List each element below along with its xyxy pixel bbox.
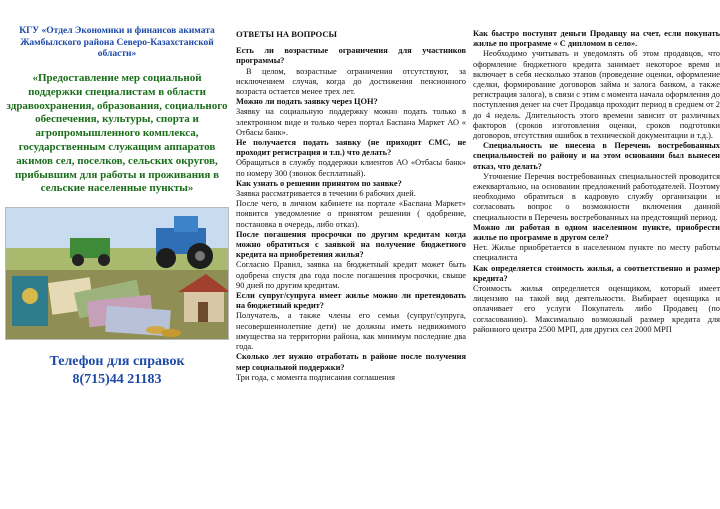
- brochure-headline: «Предоставление мер социальной поддержки специалистам в области здравоохранения, образования, социального обеспечения, культуры, спорта и агропромышленного комплекса, государственным служащим аппаратов акимов сел, поселков, сельских округов, прибывшим для работы и проживания в сельские населенные пункты»: [6, 72, 228, 195]
- faq-question: Не получается подать заявку (не приходит СМС, не проходит регистрация и т.п.) что делать?: [236, 138, 466, 158]
- faq-answer: Согласно Правил, заявка на бюджетный кредит может быть одобрена спустя два года после погашения просрочки, свыше 90 дней по другим кредитам.: [236, 260, 466, 290]
- left-panel: [0, 0, 233, 509]
- organization-name: КГУ «Отдел Экономики и финансов акимата Жамбылского района Северо-Казахстанской области»: [19, 26, 215, 59]
- faq-column-right: [473, 29, 720, 509]
- faq-question: Сколько лет нужно отработать в районе после получения мер социальной поддержки?: [236, 352, 466, 372]
- faq-question: После погашения просрочки по другим кредитам когда можно обратиться с заявкой на получение бюджетного кредита на приобретения жилья?: [236, 229, 466, 260]
- faq-answer: Нет. Жилье приобретается в населенном пункте по месту работы специалиста: [473, 243, 720, 263]
- faq-answer: Заявку на социальную поддержку можно подать только в электронном виде и только через портал Баспана Маркет АО « Отбасы банк».: [236, 107, 466, 137]
- faq-column-middle: [236, 29, 466, 509]
- faq-question: Как быстро поступят деньги Продавцу на счет, если покупать жилье по программе « С дипломом в село».: [473, 29, 720, 49]
- faq-question: Специальность не внесена в Перечень востребованных специальностей по району и на этом основании был вынесен отказ, что делать?: [473, 141, 720, 171]
- faq-question: Можно ли подать заявку через ЦОН?: [236, 97, 378, 107]
- faq-answer: Уточнение Перечня востребованных специальностей проводится ежеквартально, на основании предложений работодателей. Поэтому необходимо обратиться в кадровую службу организации и согласовать вопрос о возможности включения данной специальности в Перечень востребованных на предстоящий период.: [473, 171, 720, 222]
- faq-answer: Три года, с момента подписания соглашения: [236, 372, 395, 382]
- faq-answer: Стоимость жилья определяется оценщиком, который имеет лицензию на такой вид деятельности. Выбирает оценщика и оплачивает его услуги Покупатель либо Продавец (по согласованию). Максимально возможный размер кредита для районного центра 2500 МРП, для других сел 2000 МРП: [473, 284, 720, 334]
- phone-number: 8(715)44 21183: [72, 372, 162, 387]
- faq-question: Можно ли работая в одном населенном пункте, приобрести жилье по программе в другом селе?: [473, 222, 720, 243]
- faq-answer: Заявка рассматривается в течении 6 рабочих дней.: [236, 189, 416, 199]
- faq-answer: Получатель, а также члены его семьи (супруг/супруга, несовершеннолетние дети) не должны иметь недвижимого имущества на территории района, как минимум последние два года.: [236, 311, 466, 352]
- collage-illustration-icon: [6, 208, 229, 340]
- faq-question: Как узнать о решении принятом по заявке?: [236, 178, 402, 188]
- faq-answer: Обращаться в службу поддержки клиентов АО «Отбасы банк» по номеру 300 (звонок бесплатный).: [236, 158, 466, 178]
- faq-question: Как определяется стоимость жилья, а соответственно и размер кредита?: [473, 263, 720, 283]
- faq-question: Есть ли возрастные ограничения для участников программы?: [236, 46, 466, 66]
- faq-answer: В целом, возрастные ограничения отсутствуют, за исключением случая, когда до достижения пенсионного возраста остается менее трех лет.: [236, 66, 466, 97]
- faq-question: Если супруг/супруга имеет жилье можно ли претендовать на бюджетный кредит?: [236, 291, 466, 311]
- collage-image: [5, 207, 229, 340]
- phone-label: Телефон для справок: [49, 354, 185, 369]
- faq-answer: После чего, в личном кабинете на портале «Баспана Маркет» появится уведомление о принятом решении ( одобрение, постановка в очередь, либо отказ).: [236, 199, 466, 229]
- faq-section-title: ОТВЕТЫ НА ВОПРОСЫ: [236, 29, 337, 39]
- faq-answer: Необходимо учитывать и уведомлять об этом продавцов, что оформление бюджетного кредита занимает некоторое время и включает в себя несколько этапов (проведение оценки, оформление сделки, формирование договоров займа и залога банком, а также регистрация залога), в связи с этим с момента начала оформления до поступления денег на счет Продавца проходит период в среднем от 2 до 4 недель. Длительность этого времени зависит от различных факторов (сроков изготовления оценки, сроков подготовки договоров, отсутствия ошибок в технической документации и т.д.).: [473, 49, 720, 141]
